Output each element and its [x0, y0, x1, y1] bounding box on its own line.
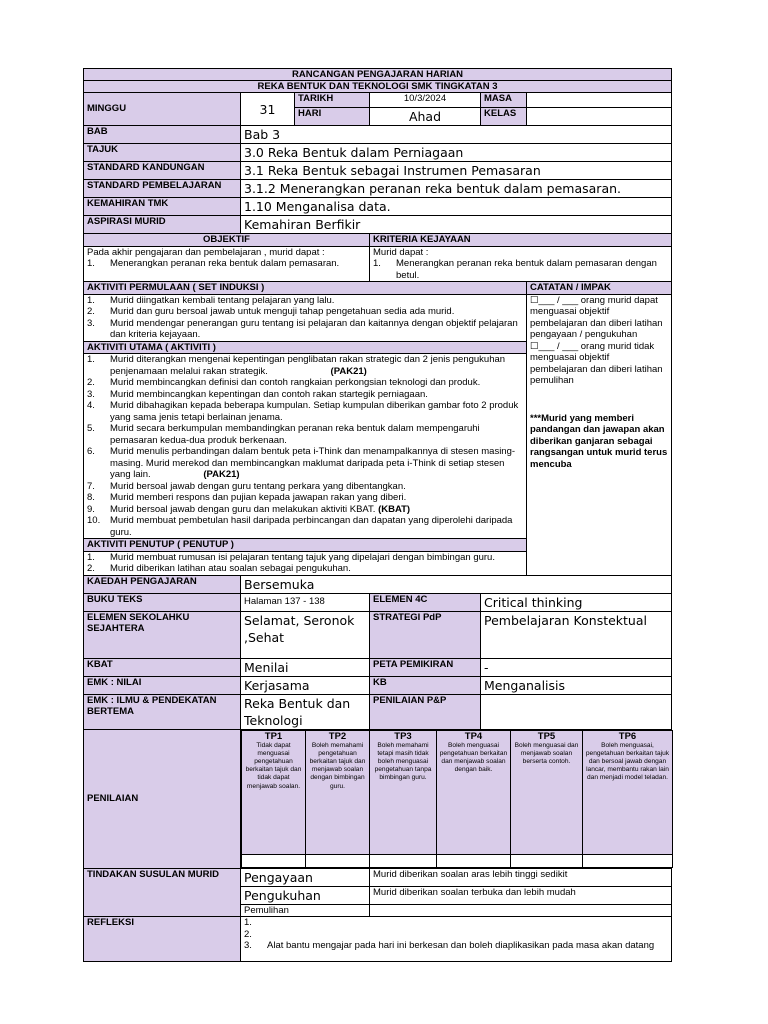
objektif-intro: Pada akhir pengajaran dan pembelajaran , murid dapat : — [87, 246, 325, 258]
permulaan-body — [84, 294, 527, 341]
permulaan-label: AKTIVITI PERMULAAN ( SET INDUKSI ) — [84, 282, 527, 295]
standard-pembelajaran-label: STANDARD PEMBELAJARAN — [84, 180, 241, 198]
penutup-body — [84, 551, 527, 575]
elemen-sekolahku-value: Selamat, Seronok ,Sehat — [241, 611, 370, 658]
list-item: 9. Murid bersoal jawab dengan guru dan melakukan aktiviti KBAT. (KBAT) — [87, 503, 411, 515]
tp3-title: TP3 — [394, 730, 412, 742]
minggu-label: MINGGU — [84, 93, 241, 126]
buku-teks-value: Halaman 137 - 138 — [241, 593, 370, 611]
bab-label: BAB — [84, 126, 241, 144]
penilaian-pp-value — [481, 694, 672, 729]
kaedah-value: Bersemuka — [241, 575, 672, 593]
aspirasi-murid-label: ASPIRASI MURID — [84, 216, 241, 234]
kelas-label: KELAS — [481, 108, 527, 126]
tp5-desc: Boleh menguasai dan menjawab soalan berserta contoh. — [514, 741, 579, 765]
objektif-body — [84, 246, 370, 282]
refleksi-body — [241, 917, 672, 962]
peta-pemikiran-label: PETA PEMIKIRAN — [370, 658, 481, 676]
list-item: 2. Murid membincangkan definisi dan contoh rangkaian perkongsian teknologi dan produk. — [87, 377, 481, 388]
list-item: 6. Murid menulis perbandingan dalam bentuk peta i-Think dan menampalkannya di stesen masing-masing. Murid merekod dan membincangkan maklumat daripada peta i-Think di setiap stesen yang lain. (PAK21) — [87, 446, 516, 480]
list-item: 1. Murid membuat rumusan isi pelajaran tentang tajuk yang dipelajari dengan bimbingan guru. — [87, 551, 495, 563]
tp3-desc: Boleh memahami tetapi masih tidak boleh menguasai pengetahuan tanpa bimbingan guru. — [374, 741, 432, 782]
lesson-plan-table — [83, 68, 672, 962]
lesson-plan-sheet — [83, 68, 671, 962]
pemulihan-label: Pemulihan — [241, 904, 370, 917]
strategi-pdp-value: Pembelajaran Konstektual — [481, 611, 672, 658]
penilaian-pp-label: PENILAIAN P&P — [370, 694, 481, 729]
catatan-box-1: ☐___ / ___ orang murid dapat menguasai objektif pembelajaran dan diberi latihan pengayaan / pengukuhan — [530, 294, 663, 340]
catatan-note: ***Murid yang memberi pandangan dan jawapan akan diberikan ganjaran sebagai rangsangan untuk murid terus mencuba — [530, 412, 668, 470]
list-item: 10. Murid membuat pembetulan hasil daripada perbincangan dan dapatan yang diperolehi daripada guru. — [87, 515, 513, 538]
kaedah-label: KAEDAH PENGAJARAN — [84, 575, 241, 593]
pengukuhan-desc: Murid diberikan soalan terbuka dan lebih mudah — [370, 886, 672, 904]
tajuk-value: 3.0 Reka Bentuk dalam Perniagaan — [241, 144, 672, 162]
kbat-value: Menilai — [241, 658, 370, 676]
catatan-body — [527, 294, 672, 575]
emk-ilmu-label: EMK : ILMU & PENDEKATAN BERTEMA — [84, 694, 241, 729]
emk-nilai-label: EMK : NILAI — [84, 676, 241, 694]
catatan-label: CATATAN / IMPAK — [527, 282, 672, 295]
list-item: 2. — [244, 928, 252, 940]
tajuk-label: TAJUK — [84, 144, 241, 162]
kriteria-label: KRITERIA KEJAYAAN — [370, 234, 672, 247]
tp1-desc: Tidak dapat menguasai pengetahuan berkaitan tajuk dan tidak dapat menjawab soalan. — [245, 741, 302, 790]
kb-value: Menganalisis — [481, 676, 672, 694]
tindakan-label: TINDAKAN SUSULAN MURID — [84, 868, 241, 917]
strategi-pdp-label: STRATEGI PdP — [370, 611, 481, 658]
pengayaan-desc: Murid diberikan soalan aras lebih tinggi sedikit — [370, 868, 672, 886]
list-item: 2. Murid diberikan latihan atau soalan sebagai pengukuhan. — [87, 563, 351, 574]
bab-value: Bab 3 — [241, 126, 672, 144]
masa-label: MASA — [481, 93, 527, 108]
kb-label: KB — [370, 676, 481, 694]
tp6-title: TP6 — [618, 730, 637, 742]
list-item: 3. Murid membincangkan kepentingan dan contoh rakan startegik perniagaan. — [87, 388, 428, 400]
kbat-label: KBAT — [84, 658, 241, 676]
list-item: 8. Murid memberi respons dan pujian kepada jawapan rakan yang diberi. — [87, 492, 407, 503]
buku-teks-label: BUKU TEKS — [84, 593, 241, 611]
standard-kandungan-value: 3.1 Reka Bentuk sebagai Instrumen Pemasaran — [241, 162, 672, 180]
pengayaan-label: Pengayaan — [241, 868, 370, 886]
kelas-value — [527, 108, 672, 126]
emk-nilai-value: Kerjasama — [241, 676, 370, 694]
list-item: 1. Murid diingatkan kembali tentang pelajaran yang lalu. — [87, 294, 335, 306]
utama-body — [84, 354, 527, 539]
kemahiran-tmk-value: 1.10 Menganalisa data. — [241, 198, 672, 216]
catatan-box-2: ☐___ / ___ orang murid tidak menguasai objektif pembelajaran dan diberi latihan pemulihan — [530, 340, 663, 386]
list-item: 2. Murid dan guru bersoal jawab untuk menguji tahap pengetahuan sedia ada murid. — [87, 306, 455, 317]
tp2-desc: Boleh memahami pengetahuan berkaitan tajuk dan menjawab soalan dengan bimbingan guru. — [309, 741, 366, 790]
refleksi-label: REFLEKSI — [84, 917, 241, 962]
tarikh-value: 10/3/2024 — [370, 93, 481, 108]
tp1-title: TP1 — [264, 730, 283, 742]
pengukuhan-label: Pengukuhan — [241, 886, 370, 904]
elemen-4c-value: Critical thinking — [481, 593, 672, 611]
list-item: 7. Murid bersoal jawab dengan guru tentang perkara yang dibentangkan. — [87, 480, 406, 492]
list-item: 3. Murid mendengar penerangan guru tentang isi pelajaran dan kaitannya dengan objektif pelajaran dan kriteria kejayaan. — [87, 317, 518, 340]
list-item: 5. Murid secara berkumpulan membandingkan peranan reka bentuk dalam mempengaruhi pemasaran kedua-dua produk berkenaan. — [87, 423, 480, 446]
elemen-sekolahku-label: ELEMEN SEKOLAHKU SEJAHTERA — [84, 611, 241, 658]
tp4-title: TP4 — [464, 730, 483, 742]
kriteria-item: 1. Menerangkan peranan reka bentuk dalam pemasaran dengan betul. — [373, 258, 657, 281]
hari-label: HARI — [295, 108, 370, 126]
tp2-title: TP2 — [328, 730, 347, 742]
utama-label: AKTIVITI UTAMA ( AKTIVITI ) — [84, 341, 527, 354]
masa-value — [527, 93, 672, 108]
tp5-title: TP5 — [537, 730, 556, 742]
minggu-value: 31 — [241, 93, 295, 126]
tp-grid — [241, 729, 672, 868]
list-item: 1. Murid diterangkan mengenai kepentingan penglibatan rakan strategic dan 2 jenis pengukuhan penjenamaan melalui rakan strategik. (PAK21) — [87, 354, 506, 377]
emk-ilmu-value: Reka Bentuk dan Teknologi — [241, 694, 370, 729]
pemulihan-desc — [370, 904, 672, 917]
tp6-desc: Boleh menguasai, pengetahuan berkaitan tajuk dan bersoal jawab dengan lancar, membantu rakan lain dan menjadi model teladan. — [585, 741, 670, 782]
objektif-label: OBJEKTIF — [84, 234, 370, 247]
peta-pemikiran-value: - — [481, 658, 672, 676]
objektif-item: 1. Menerangkan peranan reka bentuk dalam pemasaran. — [87, 258, 340, 269]
title-1: RANCANGAN PENGAJARAN HARIAN — [84, 69, 672, 81]
list-item: 1. — [244, 917, 252, 928]
standard-pembelajaran-value: 3.1.2 Menerangkan peranan reka bentuk dalam pemasaran. — [241, 180, 672, 198]
tp4-desc: Boleh menguasai pengetahuan berkaitan dan menjawab soalan dengan baik. — [439, 741, 508, 774]
aspirasi-murid-value: Kemahiran Berfikir — [241, 216, 672, 234]
list-item: 4. Murid dibahagikan kepada beberapa kumpulan. Setiap kumpulan diberikan gambar foto 2 produk yang sama jenis tetapi berlainan jenama. — [87, 400, 519, 423]
kriteria-intro: Murid dapat : — [373, 246, 429, 258]
elemen-4c-label: ELEMEN 4C — [370, 593, 481, 611]
list-item: 3. Alat bantu mengajar pada hari ini berkesan dan boleh diaplikasikan pada masa akan datang — [244, 940, 655, 951]
penutup-label: AKTIVITI PENUTUP ( PENUTUP ) — [84, 539, 527, 552]
kriteria-body — [370, 246, 672, 282]
title-2: REKA BENTUK DAN TEKNOLOGI SMK TINGKATAN 3 — [84, 81, 672, 93]
hari-value: Ahad — [370, 108, 481, 126]
penilaian-label: PENILAIAN — [84, 729, 241, 868]
tarikh-label: TARIKH — [295, 93, 370, 108]
kemahiran-tmk-label: KEMAHIRAN TMK — [84, 198, 241, 216]
standard-kandungan-label: STANDARD KANDUNGAN — [84, 162, 241, 180]
